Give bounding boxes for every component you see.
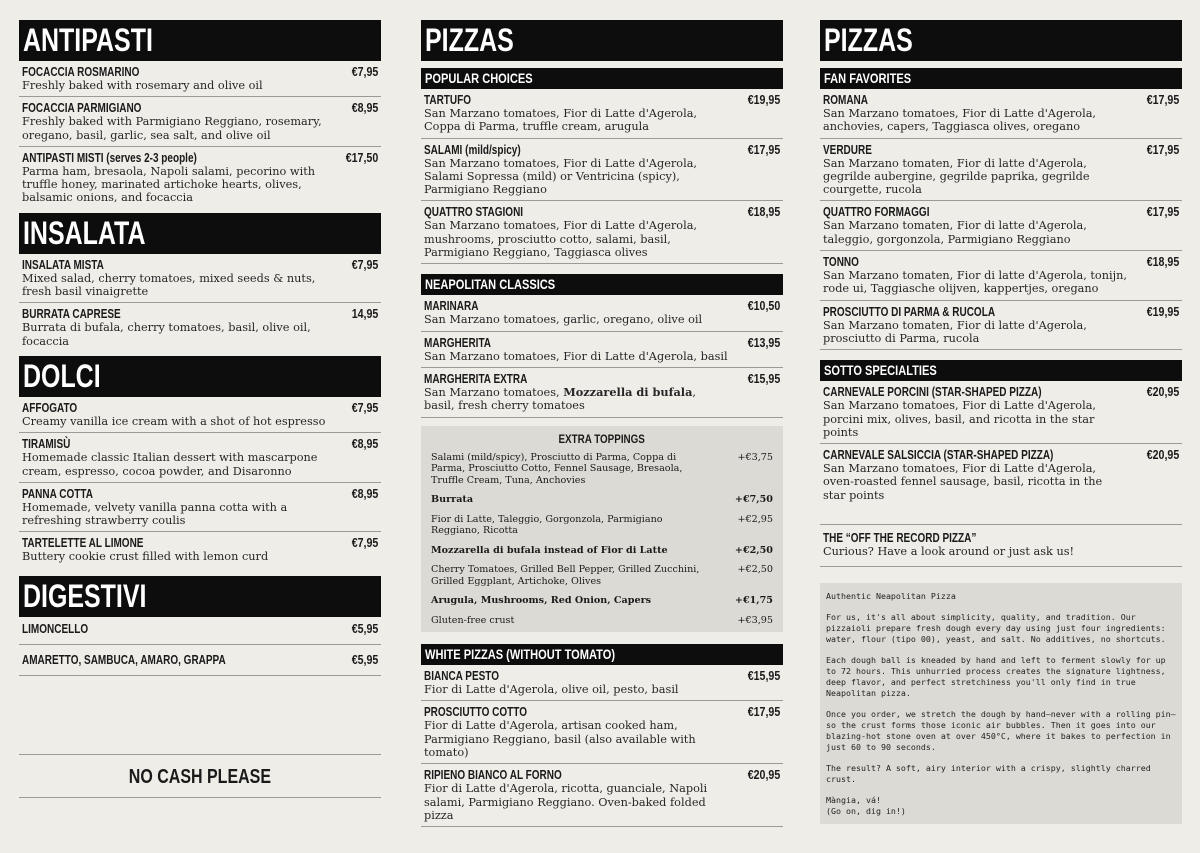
menu-item: BIANCA PESTO €15,95 Fior di Latte d'Agerola, olive oil, pesto, basil — [421, 665, 783, 701]
menu-item: SALAMI (mild/spicy) €17,95 San Marzano tomatoes, Fior di Latte d'Agerola, Salami Sopressa (mild) or Ventricina (spicy), Parmigiano Reggiano — [421, 139, 783, 202]
antipasti-header: ANTIPASTI — [19, 20, 381, 61]
menu-item: MARINARA €10,50 San Marzano tomatoes, garlic, oregano, olive oil — [421, 295, 783, 331]
menu-item: BURRATA CAPRESE 14,95 Burrata di bufala, cherry tomatoes, basil, olive oil, focaccia — [22, 307, 378, 348]
menu-item: TARTUFO €19,95 San Marzano tomatoes, Fior di Latte d'Agerola, Coppa di Parma, truffle cream, arugula — [421, 89, 783, 139]
extra-row: Cherry Tomatoes, Grilled Bell Pepper, Grilled Zucchini, Grilled Eggplant, Artichoke, Olives +€2,50 — [431, 564, 773, 587]
extra-row: Mozzarella di bufala instead of Fior di Latte +€2,50 — [431, 544, 773, 556]
story-paragraph: The result? A soft, airy interior with a crispy, slightly charred crust. — [826, 763, 1151, 784]
menu-item: LIMONCELLO €5,95 — [19, 617, 381, 645]
menu-item: TARTELETTE AL LIMONE €7,95 Buttery cookie crust filled with lemon curd — [22, 536, 378, 564]
menu-item: INSALATA MISTA €7,95 Mixed salad, cherry tomatoes, mixed seeds & nuts, fresh basil vinaigrette — [19, 254, 381, 304]
menu-item: RIPIENO BIANCO AL FORNO €20,95 Fior di Latte d'Agerola, ricotta, guanciale, Napoli salami, Parmigiano Reggiano. Oven-baked folded pizza — [421, 764, 783, 827]
menu-item: FOCACCIA ROSMARINO €7,95 Freshly baked with rosemary and olive oil — [19, 61, 381, 97]
menu-item: AMARETTO, SAMBUCA, AMARO, GRAPPA €5,95 — [19, 645, 381, 676]
menu-item: ROMANA €17,95 San Marzano tomatoes, Fior di Latte d'Agerola, anchovies, capers, Taggiasca olives, oregano — [820, 89, 1182, 139]
story-paragraph: Once you order, we stretch the dough by hand—never with a rolling pin—so the crust forms those iconic air bubbles. Then it goes into our blazing-hot stone oven at over 450°C, where it bakes to perfection in just 60 to 90 seconds. — [826, 709, 1176, 752]
extra-row: Arugula, Mushrooms, Red Onion, Capers +€1,75 — [431, 595, 773, 607]
menu-item: TONNO €18,95 San Marzano tomaten, Fior di latte d'Agerola, tonijn, rode ui, Taggiasche olijven, kappertjes, oregano — [820, 251, 1182, 301]
story-title: Authentic Neapolitan Pizza — [826, 591, 956, 601]
menu-item: CARNEVALE SALSICCIA (STAR-SHAPED PIZZA) €20,95 San Marzano tomatoes, Fior di Latte d'Agerola, oven-roasted fennel sausage, basil, ricotta in the star points — [820, 444, 1182, 525]
menu-item: QUATTRO FORMAGGI €17,95 San Marzano tomaten, Fior di latte d'Agerola, taleggio, gorgonzola, Parmigiano Reggiano — [820, 201, 1182, 251]
menu-item: PROSCIUTTO DI PARMA & RUCOLA €19,95 San Marzano tomaten, Fior di latte d'Agerola, prosciutto di Parma, rucola — [820, 301, 1182, 351]
extra-toppings-title: EXTRA TOPPINGS — [558, 431, 646, 446]
menu-item: FOCACCIA PARMIGIANO €8,95 Freshly baked with Parmigiano Reggiano, rosemary, oregano, basil, garlic, sea salt, and olive oil — [19, 97, 381, 147]
insalata-header: INSALATA — [19, 213, 381, 254]
neapolitan-classics-header: NEAPOLITAN CLASSICS — [421, 274, 783, 295]
menu-item: AFFOGATO €7,95 Creamy vanilla ice cream with a shot of hot espresso — [19, 397, 381, 433]
story-box — [820, 583, 1182, 824]
story-signoff: Màngia, vá! (Go on, dig in!) — [826, 795, 906, 816]
extra-toppings-box — [421, 426, 783, 633]
extra-row: Burrata +€7,50 — [431, 494, 773, 506]
white-pizzas-header: WHITE PIZZAS (WITHOUT TOMATO) — [421, 644, 783, 665]
no-cash-notice: NO CASH PLEASE — [19, 754, 381, 798]
digestivi-header: DIGESTIVI — [19, 576, 381, 617]
menu-item: PANNA COTTA €8,95 Homemade, velvety vanilla panna cotta with a refreshing strawberry coulis — [19, 483, 381, 533]
menu-item: PROSCIUTTO COTTO €17,95 Fior di Latte d'Agerola, artisan cooked ham, Parmigiano Reggiano, basil (also available with tomato) — [421, 701, 783, 764]
extra-row: Fior di Latte, Taleggio, Gorgonzola, Parmigiano Reggiano, Ricotta +€2,95 — [431, 513, 773, 537]
column-middle — [421, 20, 783, 827]
menu-item: MARGHERITA EXTRA €15,95 San Marzano tomatoes, Mozzarella di bufala, basil, fresh cherry tomatoes — [421, 368, 783, 418]
column-left — [19, 20, 381, 676]
pizzas-header: PIZZAS — [421, 20, 783, 61]
menu-item: VERDURE €17,95 San Marzano tomaten, Fior di latte d'Agerola, gegrilde aubergine, gegrilde paprika, gegrilde courgette, rucola — [820, 139, 1182, 202]
menu-item: QUATTRO STAGIONI €18,95 San Marzano tomatoes, Fior di Latte d'Agerola, mushrooms, prosciutto cotto, salami, basil, Parmigiano Reggiano, Taggiasca olives — [421, 201, 783, 264]
extra-row: Salami (mild/spicy), Prosciutto di Parma, Coppa di Parma, Prosciutto Cotto, Fennel Sausage, Bresaola, Truffle Cream, Tuna, Anchovies +€3,75 — [431, 451, 773, 486]
menu-item: ANTIPASTI MISTI (serves 2-3 people) €17,50 Parma ham, bresaola, Napoli salami, pecorino with truffle honey, marinated artichoke hearts, olives, balsamic onions, and focaccia — [22, 150, 378, 205]
extra-row: Gluten-free crust +€3,95 — [431, 614, 773, 626]
pizzas-header: PIZZAS — [820, 20, 1182, 61]
menu-item: CARNEVALE PORCINI (STAR-SHAPED PIZZA) €20,95 San Marzano tomatoes, Fior di Latte d'Agerola, porcini mix, olives, basil, and ricotta in the star points — [820, 381, 1182, 444]
story-paragraph: Each dough ball is kneaded by hand and left to ferment slowly for up to 72 hours. This unhurried process creates the signature lightness, deep flavor, and perfect stretchiness you'll only find in true Neapolitan pizza. — [826, 655, 1166, 698]
column-right — [820, 20, 1182, 567]
menu-item: TIRAMISÙ €8,95 Homemade classic Italian dessert with mascarpone cream, espresso, cocoa powder, and Disaronno — [19, 433, 381, 483]
menu-item: THE “OFF THE RECORD PIZZA” Curious? Have a look around or just ask us! — [820, 525, 1182, 567]
menu-item: MARGHERITA €13,95 San Marzano tomatoes, Fior di Latte d'Agerola, basil — [421, 332, 783, 368]
sotto-specialties-header: SOTTO SPECIALTIES — [820, 360, 1182, 381]
fan-favorites-header: FAN FAVORITES — [820, 68, 1182, 89]
story-paragraph: For us, it's all about simplicity, quality, and tradition. Our pizzaioli prepare fresh dough every day using just four ingredients: water, flour (tipo 00), yeast, and salt. No additives, no shortcuts. — [826, 612, 1166, 644]
popular-choices-header: POPULAR CHOICES — [421, 68, 783, 89]
dolci-header: DOLCI — [19, 356, 381, 397]
